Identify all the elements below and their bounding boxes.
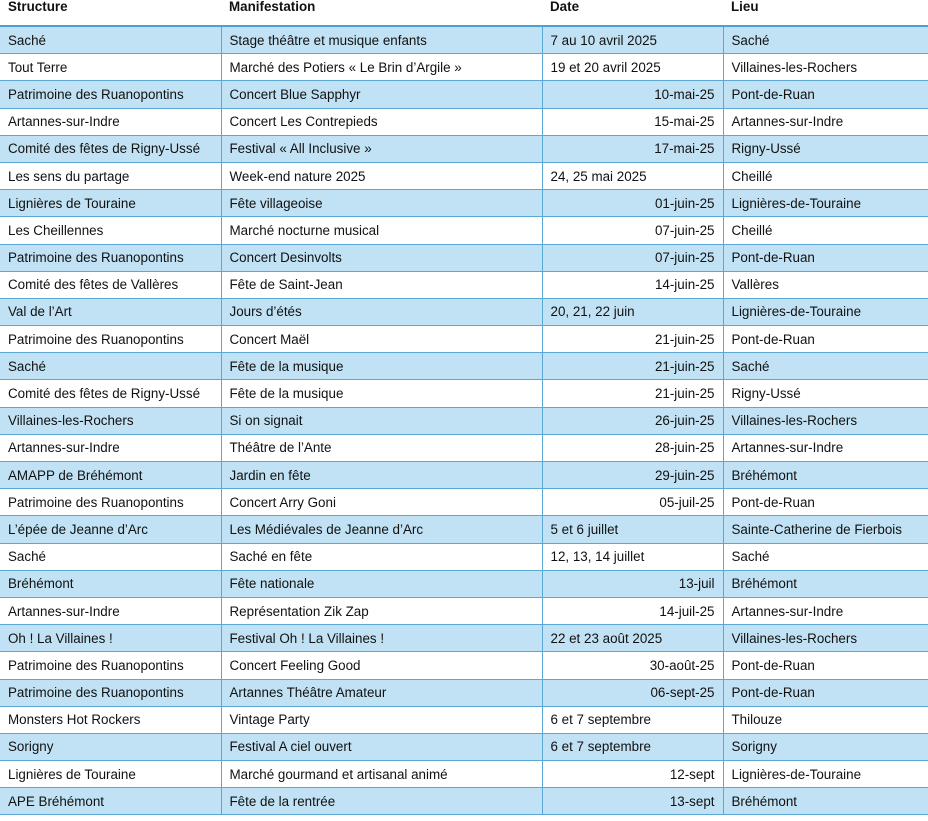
- table-row: [0, 761, 928, 788]
- header-lieu: Lieu: [723, 0, 928, 26]
- table-row: [0, 271, 928, 298]
- table-row: [0, 706, 928, 733]
- table-row: [0, 543, 928, 570]
- header-row: [0, 0, 928, 26]
- structure-cell: Patrimoine des Ruanopontins: [0, 81, 221, 108]
- date-cell: 28-juin-25: [542, 434, 723, 461]
- manifestation-cell: Jardin en fête: [221, 462, 542, 489]
- structure-cell: Saché: [0, 26, 221, 54]
- manifestation-cell: Fête nationale: [221, 570, 542, 597]
- structure-cell: Patrimoine des Ruanopontins: [0, 652, 221, 679]
- structure-cell: Artannes-sur-Indre: [0, 108, 221, 135]
- lieu-cell: Sorigny: [723, 733, 928, 760]
- lieu-cell: Cheillé: [723, 217, 928, 244]
- structure-cell: Artannes-sur-Indre: [0, 597, 221, 624]
- structure-cell: Lignières de Touraine: [0, 190, 221, 217]
- lieu-cell: Cheillé: [723, 162, 928, 189]
- manifestation-cell: Concert Maël: [221, 326, 542, 353]
- date-cell: 06-sept-25: [542, 679, 723, 706]
- manifestation-cell: Jours d’étés: [221, 298, 542, 325]
- table-row: [0, 135, 928, 162]
- table-row: [0, 217, 928, 244]
- lieu-cell: Artannes-sur-Indre: [723, 434, 928, 461]
- lieu-cell: Rigny-Ussé: [723, 135, 928, 162]
- manifestation-cell: Les Médiévales de Jeanne d’Arc: [221, 516, 542, 543]
- table-row: [0, 652, 928, 679]
- lieu-cell: Villaines-les-Rochers: [723, 625, 928, 652]
- lieu-cell: Bréhémont: [723, 570, 928, 597]
- date-cell: 26-juin-25: [542, 407, 723, 434]
- table-row: [0, 190, 928, 217]
- date-cell: 22 et 23 août 2025: [542, 625, 723, 652]
- table-row: [0, 597, 928, 624]
- lieu-cell: Pont-de-Ruan: [723, 489, 928, 516]
- structure-cell: APE Bréhémont: [0, 788, 221, 815]
- table-row: [0, 489, 928, 516]
- lieu-cell: Artannes-sur-Indre: [723, 108, 928, 135]
- structure-cell: Saché: [0, 353, 221, 380]
- lieu-cell: Lignières-de-Touraine: [723, 761, 928, 788]
- lieu-cell: Sainte-Catherine de Fierbois: [723, 516, 928, 543]
- date-cell: 17-mai-25: [542, 135, 723, 162]
- manifestation-cell: Vintage Party: [221, 706, 542, 733]
- manifestation-cell: Fête de Saint-Jean: [221, 271, 542, 298]
- date-cell: 12, 13, 14 juillet: [542, 543, 723, 570]
- table-row: [0, 516, 928, 543]
- date-cell: 21-juin-25: [542, 326, 723, 353]
- structure-cell: Patrimoine des Ruanopontins: [0, 326, 221, 353]
- lieu-cell: Bréhémont: [723, 788, 928, 815]
- lieu-cell: Pont-de-Ruan: [723, 679, 928, 706]
- manifestation-cell: Concert Blue Sapphyr: [221, 81, 542, 108]
- date-cell: 19 et 20 avril 2025: [542, 54, 723, 81]
- manifestation-cell: Concert Arry Goni: [221, 489, 542, 516]
- structure-cell: Monsters Hot Rockers: [0, 706, 221, 733]
- manifestation-cell: Fête de la rentrée: [221, 788, 542, 815]
- manifestation-cell: Concert Desinvolts: [221, 244, 542, 271]
- manifestation-cell: Représentation Zik Zap: [221, 597, 542, 624]
- date-cell: 07-juin-25: [542, 217, 723, 244]
- table-row: [0, 81, 928, 108]
- date-cell: 30-août-25: [542, 652, 723, 679]
- structure-cell: Comité des fêtes de Rigny-Ussé: [0, 135, 221, 162]
- table-row: [0, 54, 928, 81]
- structure-cell: Val de l’Art: [0, 298, 221, 325]
- structure-cell: Oh ! La Villaines !: [0, 625, 221, 652]
- table-row: [0, 353, 928, 380]
- manifestation-cell: Festival « All Inclusive »: [221, 135, 542, 162]
- structure-cell: Patrimoine des Ruanopontins: [0, 489, 221, 516]
- structure-cell: Bréhémont: [0, 570, 221, 597]
- date-cell: 07-juin-25: [542, 244, 723, 271]
- table-row: [0, 108, 928, 135]
- manifestation-cell: Fête de la musique: [221, 353, 542, 380]
- lieu-cell: Saché: [723, 26, 928, 54]
- structure-cell: Sorigny: [0, 733, 221, 760]
- date-cell: 21-juin-25: [542, 380, 723, 407]
- structure-cell: Tout Terre: [0, 54, 221, 81]
- date-cell: 15-mai-25: [542, 108, 723, 135]
- table-row: [0, 679, 928, 706]
- date-cell: 05-juil-25: [542, 489, 723, 516]
- table-row: [0, 298, 928, 325]
- manifestation-cell: Marché nocturne musical: [221, 217, 542, 244]
- date-cell: 6 et 7 septembre: [542, 733, 723, 760]
- header-date: Date: [542, 0, 723, 26]
- table-row: [0, 380, 928, 407]
- manifestation-cell: Festival A ciel ouvert: [221, 733, 542, 760]
- manifestation-cell: Artannes Théâtre Amateur: [221, 679, 542, 706]
- date-cell: 21-juin-25: [542, 353, 723, 380]
- table-row: [0, 26, 928, 54]
- date-cell: 6 et 7 septembre: [542, 706, 723, 733]
- table-row: [0, 462, 928, 489]
- date-cell: 7 au 10 avril 2025: [542, 26, 723, 54]
- date-cell: 5 et 6 juillet: [542, 516, 723, 543]
- manifestation-cell: Fête de la musique: [221, 380, 542, 407]
- date-cell: 13-juil: [542, 570, 723, 597]
- table-body: [0, 26, 928, 815]
- structure-cell: Patrimoine des Ruanopontins: [0, 244, 221, 271]
- date-cell: 13-sept: [542, 788, 723, 815]
- manifestation-cell: Festival Oh ! La Villaines !: [221, 625, 542, 652]
- header-manifestation: Manifestation: [221, 0, 542, 26]
- table-row: [0, 434, 928, 461]
- structure-cell: Les sens du partage: [0, 162, 221, 189]
- date-cell: 14-juin-25: [542, 271, 723, 298]
- structure-cell: Comité des fêtes de Vallères: [0, 271, 221, 298]
- lieu-cell: Villaines-les-Rochers: [723, 54, 928, 81]
- lieu-cell: Saché: [723, 353, 928, 380]
- manifestation-cell: Concert Les Contrepieds: [221, 108, 542, 135]
- table-row: [0, 162, 928, 189]
- lieu-cell: Bréhémont: [723, 462, 928, 489]
- manifestation-cell: Si on signait: [221, 407, 542, 434]
- manifestation-cell: Saché en fête: [221, 543, 542, 570]
- structure-cell: Lignières de Touraine: [0, 761, 221, 788]
- table-row: [0, 788, 928, 815]
- lieu-cell: Vallères: [723, 271, 928, 298]
- structure-cell: Saché: [0, 543, 221, 570]
- manifestation-cell: Marché gourmand et artisanal animé: [221, 761, 542, 788]
- lieu-cell: Lignières-de-Touraine: [723, 298, 928, 325]
- lieu-cell: Saché: [723, 543, 928, 570]
- table-row: [0, 625, 928, 652]
- manifestation-cell: Marché des Potiers « Le Brin d’Argile »: [221, 54, 542, 81]
- lieu-cell: Rigny-Ussé: [723, 380, 928, 407]
- structure-cell: Patrimoine des Ruanopontins: [0, 679, 221, 706]
- table-row: [0, 733, 928, 760]
- lieu-cell: Artannes-sur-Indre: [723, 597, 928, 624]
- date-cell: 01-juin-25: [542, 190, 723, 217]
- manifestation-cell: Stage théâtre et musique enfants: [221, 26, 542, 54]
- date-cell: 24, 25 mai 2025: [542, 162, 723, 189]
- manifestation-cell: Concert Feeling Good: [221, 652, 542, 679]
- table-row: [0, 407, 928, 434]
- lieu-cell: Villaines-les-Rochers: [723, 407, 928, 434]
- date-cell: 12-sept: [542, 761, 723, 788]
- lieu-cell: Pont-de-Ruan: [723, 652, 928, 679]
- table-header: [0, 0, 928, 26]
- lieu-cell: Thilouze: [723, 706, 928, 733]
- date-cell: 29-juin-25: [542, 462, 723, 489]
- table-row: [0, 244, 928, 271]
- structure-cell: AMAPP de Bréhémont: [0, 462, 221, 489]
- structure-cell: Les Cheillennes: [0, 217, 221, 244]
- table-row: [0, 570, 928, 597]
- date-cell: 10-mai-25: [542, 81, 723, 108]
- structure-cell: Artannes-sur-Indre: [0, 434, 221, 461]
- lieu-cell: Pont-de-Ruan: [723, 244, 928, 271]
- date-cell: 20, 21, 22 juin: [542, 298, 723, 325]
- structure-cell: Comité des fêtes de Rigny-Ussé: [0, 380, 221, 407]
- lieu-cell: Pont-de-Ruan: [723, 326, 928, 353]
- date-cell: 14-juil-25: [542, 597, 723, 624]
- manifestation-cell: Fête villageoise: [221, 190, 542, 217]
- lieu-cell: Pont-de-Ruan: [723, 81, 928, 108]
- table-row: [0, 326, 928, 353]
- manifestation-cell: Week-end nature 2025: [221, 162, 542, 189]
- structure-cell: L’épée de Jeanne d’Arc: [0, 516, 221, 543]
- header-structure: Structure: [0, 0, 221, 26]
- structure-cell: Villaines-les-Rochers: [0, 407, 221, 434]
- lieu-cell: Lignières-de-Touraine: [723, 190, 928, 217]
- manifestation-cell: Théâtre de l’Ante: [221, 434, 542, 461]
